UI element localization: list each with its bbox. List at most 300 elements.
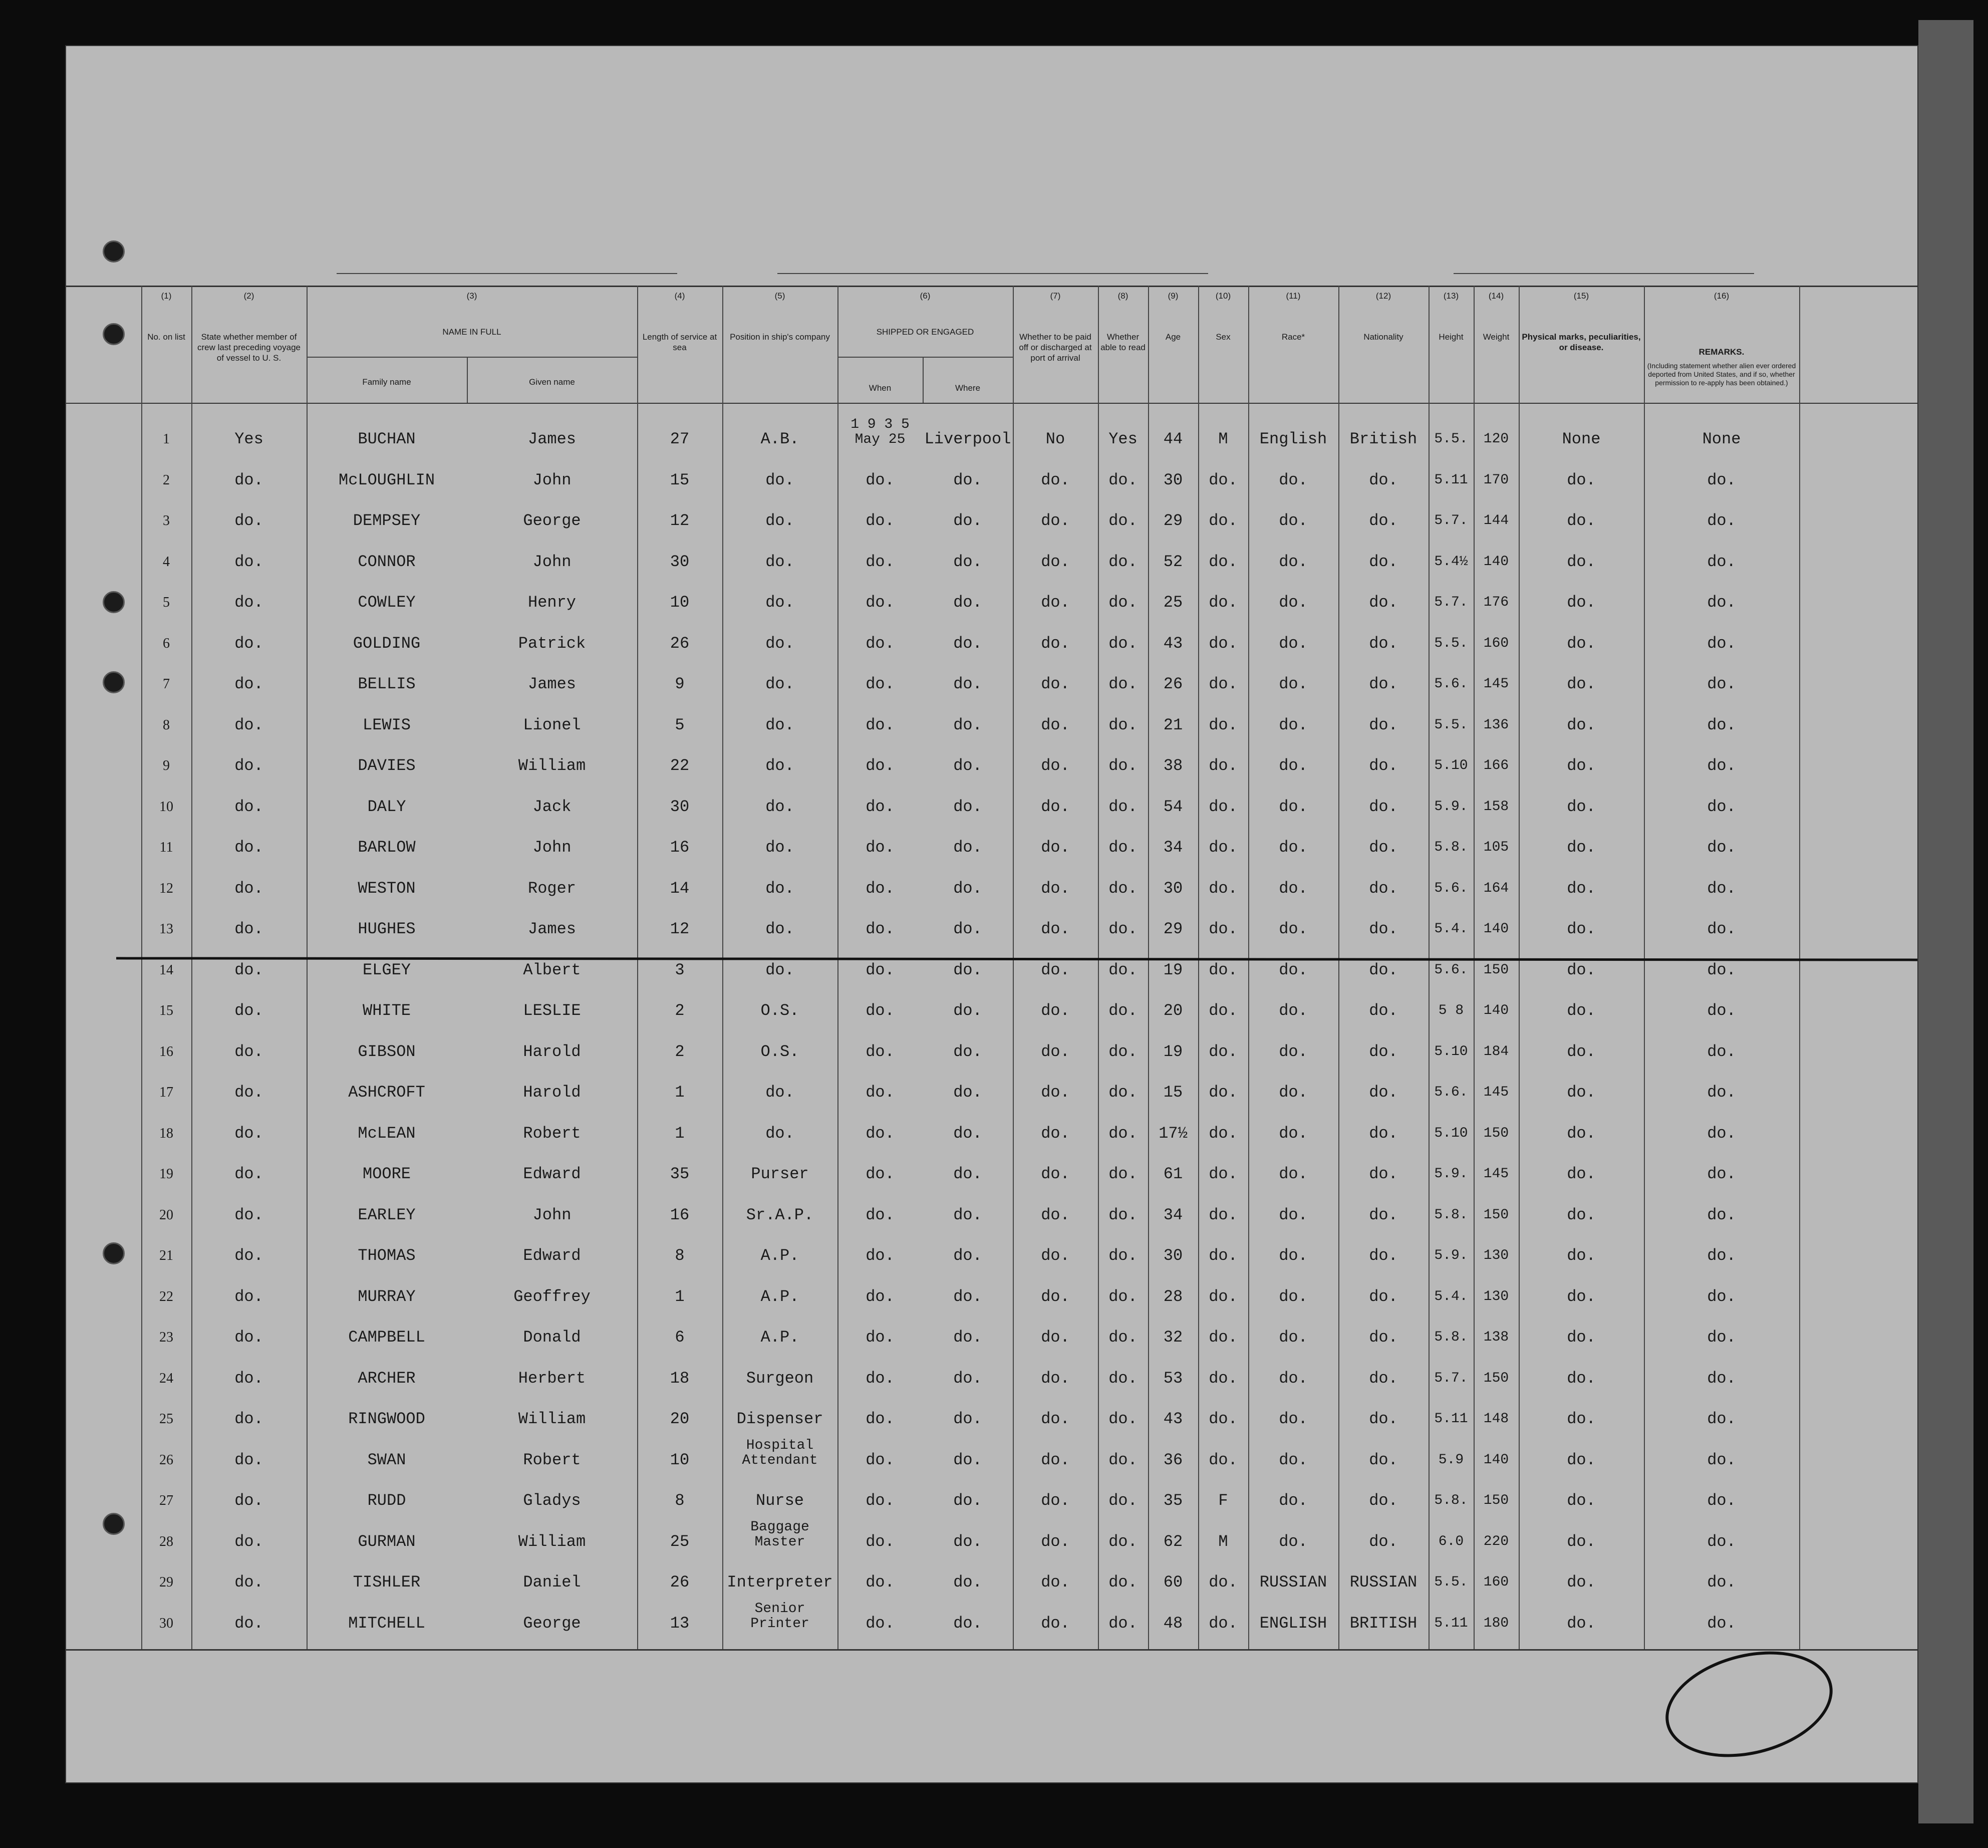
cell-n: 1 [163,431,170,447]
cell-given: William [518,756,586,775]
cell-sex: do. [1209,511,1238,530]
subheader-given: Given name [529,377,575,387]
vessel-row [251,249,1754,279]
cell-position: do. [765,920,794,938]
cell-service: 1 [675,1083,685,1102]
cell-remarks: do. [1707,1532,1736,1551]
cell-weight: 166 [1483,758,1509,773]
column-number: (4) [674,291,685,301]
cell-race: do. [1279,1165,1308,1183]
cell-race: do. [1279,1450,1308,1469]
column-header: SHIPPED OR ENGAGED [876,327,974,337]
cell-n: 29 [159,1574,173,1590]
cell-nat: do. [1369,1246,1398,1265]
cell-height: 5.9 [1438,1452,1464,1468]
cell-prev: do. [234,1614,263,1633]
cell-family: CAMPBELL [348,1328,425,1347]
cell-height: 5.10 [1434,1125,1468,1141]
cell-family: BARLOW [358,838,416,857]
cell-prev: do. [234,1124,263,1143]
cell-nat: RUSSIAN [1349,1573,1417,1592]
cell-read: do. [1108,1042,1138,1061]
cell-age: 29 [1163,511,1183,530]
cell-nat: British [1349,430,1417,448]
cell-race: English [1259,430,1327,448]
cell-service: 10 [670,593,690,612]
cell-prev: do. [234,1532,263,1551]
cell-nat: do. [1369,1328,1398,1347]
cell-prev: do. [234,1042,263,1061]
cell-position: do. [765,593,794,612]
cell-remarks: do. [1707,675,1736,693]
cell-service: 10 [670,1450,690,1469]
cell-marks: do. [1567,1491,1596,1510]
column-number: (7) [1050,291,1061,301]
cell-given: George [523,511,581,530]
cell-read: do. [1108,1491,1138,1510]
cell-family: RUDD [367,1491,406,1510]
cell-where: do. [953,715,982,734]
cell-when: do. [866,1246,895,1265]
punch-hole [103,1242,125,1264]
cell-weight: 164 [1483,880,1509,896]
cell-family: LEWIS [362,715,411,734]
cell-given: Geoffrey [513,1287,591,1306]
cell-age: 30 [1163,470,1183,489]
cell-where: do. [953,552,982,571]
cell-marks: do. [1567,1246,1596,1265]
cell-read: do. [1108,675,1138,693]
cell-age: 36 [1163,1450,1183,1469]
cell-n: 21 [159,1248,173,1263]
cell-weight: 220 [1483,1533,1509,1549]
subcolumn-divider [923,357,924,403]
cell-paid: do. [1041,1369,1070,1388]
cell-weight: 184 [1483,1043,1509,1060]
cell-weight: 145 [1483,1166,1509,1182]
column-header: Whether able to read [1100,332,1146,352]
cell-sex: do. [1209,1246,1238,1265]
cell-race: RUSSIAN [1259,1573,1327,1592]
cell-remarks: do. [1707,1328,1736,1347]
cell-height: 5.8. [1434,840,1468,855]
cell-given: James [527,675,576,693]
cell-marks: do. [1567,1573,1596,1592]
cell-given: John [532,1205,572,1224]
cell-height: 5.7. [1434,1370,1468,1386]
cell-read: do. [1108,1246,1138,1265]
cell-remarks: do. [1707,960,1736,979]
cell-read: do. [1108,756,1138,775]
cell-race: do. [1279,1042,1308,1061]
cell-weight: 150 [1483,1207,1509,1223]
cell-position: do. [765,470,794,489]
cell-remarks: do. [1707,1205,1736,1224]
cell-read: do. [1108,1614,1138,1633]
cell-service: 14 [670,879,690,898]
cell-service: 9 [675,675,685,693]
cell-height: 5.9. [1434,1248,1468,1263]
cell-given: William [518,1532,586,1551]
cell-given: Roger [527,879,576,898]
cell-marks: do. [1567,470,1596,489]
cell-weight: 150 [1483,1493,1509,1508]
cell-nat: do. [1369,1042,1398,1061]
cell-given: William [518,1410,586,1428]
cell-where: do. [953,1205,982,1224]
cell-position: A.B. [760,430,799,448]
column-header: REMARKS. [1698,347,1745,357]
cell-remarks: do. [1707,470,1736,489]
cell-weight: 176 [1483,595,1509,610]
cell-nat: do. [1369,593,1398,612]
cell-weight: 105 [1483,840,1509,855]
cell-age: 29 [1163,920,1183,938]
cell-where: do. [953,1246,982,1265]
cell-family: TISHLER [353,1573,421,1592]
cell-prev: do. [234,511,263,530]
cell-nat: do. [1369,797,1398,816]
cell-weight: 160 [1483,635,1509,651]
cell-where: do. [953,593,982,612]
cell-remarks: do. [1707,634,1736,653]
cell-when: do. [866,1369,895,1388]
cell-where: do. [953,1410,982,1428]
cell-race: do. [1279,756,1308,775]
cell-where: do. [953,1165,982,1183]
cell-position: Purser [751,1165,809,1183]
cell-position: do. [765,1083,794,1102]
cell-where: do. [953,756,982,775]
cell-remarks: do. [1707,1573,1736,1592]
cell-position: do. [765,838,794,857]
cell-service: 27 [670,430,690,448]
column-header: Whether to be paid off or discharged at port of arrival [1019,332,1092,363]
cell-sex: do. [1209,879,1238,898]
cell-race: do. [1279,1410,1308,1428]
cell-given: Gladys [523,1491,581,1510]
mercantile-marine-stamp [1654,1635,1844,1773]
cell-paid: do. [1041,879,1070,898]
cell-given: Albert [523,960,581,979]
cell-sex: do. [1209,1369,1238,1388]
cell-given: Harold [523,1083,581,1102]
cell-n: 20 [159,1207,173,1223]
cell-given: Herbert [518,1369,586,1388]
cell-race: do. [1279,1083,1308,1102]
cell-when: do. [866,470,895,489]
cell-remarks: do. [1707,593,1736,612]
cell-service: 22 [670,756,690,775]
cell-family: CONNOR [358,552,416,571]
cell-marks: do. [1567,1410,1596,1428]
cell-where: do. [953,1573,982,1592]
page-edge-shadow [1918,20,1973,1823]
cell-read: do. [1108,920,1138,938]
cell-read: do. [1108,1328,1138,1347]
cell-position: O.S. [760,1001,799,1020]
cell-when: do. [866,1573,895,1592]
punch-hole [103,323,125,345]
cell-sex: do. [1209,1205,1238,1224]
column-number: (1) [161,291,172,301]
cell-service: 26 [670,1573,690,1592]
cell-weight: 158 [1483,799,1509,815]
cell-n: 12 [159,880,173,896]
cell-sex: do. [1209,838,1238,857]
cell-family: MURRAY [358,1287,416,1306]
cell-paid: do. [1041,552,1070,571]
cell-age: 17½ [1159,1124,1188,1143]
cell-height: 5.10 [1434,758,1468,773]
cell-age: 38 [1163,756,1183,775]
cell-paid: do. [1041,1165,1070,1183]
cell-height: 5.8. [1434,1330,1468,1345]
column-header: Physical marks, peculiarities, or disease. [1522,332,1641,352]
cell-height: 5.4. [1434,1288,1468,1304]
cell-service: 1 [675,1124,685,1143]
cell-read: do. [1108,634,1138,653]
cell-service: 6 [675,1328,685,1347]
cell-height: 5.10 [1434,1043,1468,1060]
cell-sex: do. [1209,715,1238,734]
cell-family: THOMAS [358,1246,416,1265]
cell-nat: do. [1369,879,1398,898]
cell-given: Lionel [523,715,581,734]
cell-when: do. [866,593,895,612]
cell-age: 44 [1163,430,1183,448]
cell-nat: do. [1369,1450,1398,1469]
cell-read: do. [1108,1573,1138,1592]
cell-nat: do. [1369,1410,1398,1428]
cell-height: 5.5. [1434,635,1468,651]
cell-weight: 150 [1483,1125,1509,1141]
cell-prev: do. [234,593,263,612]
cell-when: do. [866,1205,895,1224]
cell-prev: do. [234,470,263,489]
column-number: (11) [1286,291,1301,301]
cell-family: MITCHELL [348,1614,425,1633]
cell-read: do. [1108,838,1138,857]
cell-where: do. [953,960,982,979]
cell-sex: do. [1209,1083,1238,1102]
cell-family: RINGWOOD [348,1410,425,1428]
cell-nat: do. [1369,1205,1398,1224]
cell-position: A.P. [760,1287,799,1306]
cell-when: do. [866,1491,895,1510]
cell-height: 5.6. [1434,1085,1468,1100]
column-header: Sex [1216,332,1231,342]
subheader-when: When [869,383,892,393]
cell-height: 5.9. [1434,1166,1468,1182]
stamp-bottom-text [1675,1707,1834,1746]
cell-n: 24 [159,1370,173,1386]
cell-paid: do. [1041,1573,1070,1592]
cell-weight: 148 [1483,1411,1509,1427]
cell-nat: do. [1369,1532,1398,1551]
cell-service: 35 [670,1165,690,1183]
cell-remarks: do. [1707,756,1736,775]
cell-height: 5.6. [1434,962,1468,978]
cell-where: do. [953,1491,982,1510]
cell-marks: do. [1567,920,1596,938]
cell-height: 5.4½ [1434,554,1468,570]
cell-when: do. [866,511,895,530]
cell-family: COWLEY [358,593,416,612]
cell-weight: 130 [1483,1288,1509,1304]
cell-service: 15 [670,470,690,489]
cell-sex: M [1218,430,1228,448]
cell-read: do. [1108,1124,1138,1143]
cell-paid: do. [1041,1205,1070,1224]
cell-remarks: do. [1707,715,1736,734]
cell-race: do. [1279,552,1308,571]
cell-service: 12 [670,511,690,530]
cell-given: Daniel [523,1573,581,1592]
punch-hole [103,591,125,613]
cell-position: Dispenser [736,1410,823,1428]
cell-read: do. [1108,552,1138,571]
cell-prev: do. [234,675,263,693]
punch-hole [103,1513,125,1535]
cell-when: do. [866,960,895,979]
cell-n: 26 [159,1452,173,1468]
cell-n: 17 [159,1085,173,1100]
cell-weight: 150 [1483,1370,1509,1386]
cell-prev: do. [234,797,263,816]
cell-prev: do. [234,634,263,653]
cell-given: James [527,430,576,448]
cell-weight: 138 [1483,1330,1509,1345]
cell-prev: do. [234,1450,263,1469]
cell-when: 1 9 3 5 May 25 [850,417,910,447]
cell-paid: do. [1041,960,1070,979]
cell-where: do. [953,920,982,938]
cell-weight: 130 [1483,1248,1509,1263]
cell-position: do. [765,879,794,898]
cell-age: 54 [1163,797,1183,816]
cell-sex: do. [1209,1614,1238,1633]
cell-family: WESTON [358,879,416,898]
cell-paid: do. [1041,1410,1070,1428]
cell-read: do. [1108,593,1138,612]
cell-prev: do. [234,1328,263,1347]
cell-family: GIBSON [358,1042,416,1061]
cell-n: 18 [159,1125,173,1141]
cell-remarks: None [1702,430,1741,448]
cell-prev: do. [234,1287,263,1306]
cell-family: ASHCROFT [348,1083,425,1102]
cell-n: 5 [163,595,170,610]
cell-marks: do. [1567,715,1596,734]
cell-where: do. [953,1614,982,1633]
cell-age: 30 [1163,879,1183,898]
cell-when: do. [866,756,895,775]
cell-read: do. [1108,1532,1138,1551]
remarks-note: (Including statement whether alien ever ordered deported from United States, and if so, whether permission to re-apply has been obtained.) [1647,362,1796,387]
cell-remarks: do. [1707,1614,1736,1633]
cell-read: do. [1108,1083,1138,1102]
column-number: (6) [920,291,931,301]
cell-marks: do. [1567,1083,1596,1102]
cell-marks: do. [1567,797,1596,816]
cell-sex: do. [1209,1410,1238,1428]
cell-given: Edward [523,1246,581,1265]
cell-race: ENGLISH [1259,1614,1327,1633]
cell-sex: do. [1209,1165,1238,1183]
column-number: (8) [1117,291,1128,301]
cell-height: 5.11 [1434,1615,1468,1631]
cell-read: do. [1108,1369,1138,1388]
cell-nat: do. [1369,1124,1398,1143]
cell-age: 34 [1163,838,1183,857]
cell-family: GURMAN [358,1532,416,1551]
punch-hole [103,671,125,693]
cell-remarks: do. [1707,838,1736,857]
cell-when: do. [866,1165,895,1183]
column-number: (10) [1215,291,1231,301]
cell-position: O.S. [760,1042,799,1061]
cell-where: do. [953,1532,982,1551]
cell-where: do. [953,1287,982,1306]
cell-sex: do. [1209,593,1238,612]
cell-race: do. [1279,1491,1308,1510]
cell-given: Donald [523,1328,581,1347]
cell-where: do. [953,470,982,489]
cell-marks: do. [1567,1369,1596,1388]
cell-service: 18 [670,1369,690,1388]
cell-height: 5.4. [1434,921,1468,937]
cell-family: GOLDING [353,634,421,653]
cell-paid: do. [1041,756,1070,775]
cell-age: 25 [1163,593,1183,612]
cell-remarks: do. [1707,1246,1736,1265]
cell-when: do. [866,1328,895,1347]
cell-age: 35 [1163,1491,1183,1510]
cell-paid: do. [1041,715,1070,734]
cell-read: do. [1108,470,1138,489]
cell-paid: do. [1041,593,1070,612]
cell-service: 30 [670,552,690,571]
cell-race: do. [1279,1328,1308,1347]
cell-when: do. [866,838,895,857]
cell-age: 43 [1163,1410,1183,1428]
cell-age: 60 [1163,1573,1183,1592]
cell-family: BELLIS [358,675,416,693]
cell-given: LESLIE [523,1001,581,1020]
cell-position: do. [765,552,794,571]
column-number: (9) [1168,291,1179,301]
cell-family: DEMPSEY [353,511,421,530]
cell-sex: do. [1209,1287,1238,1306]
cell-marks: do. [1567,1205,1596,1224]
column-header: Nationality [1363,332,1403,342]
cell-age: 21 [1163,715,1183,734]
cell-where: do. [953,1083,982,1102]
cell-age: 48 [1163,1614,1183,1633]
cell-paid: do. [1041,1532,1070,1551]
column-header: No. on list [147,332,185,342]
cell-prev: do. [234,1001,263,1020]
cell-service: 5 [675,715,685,734]
cell-service: 30 [670,797,690,816]
cell-height: 5 8 [1438,1003,1464,1018]
cell-read: do. [1108,797,1138,816]
cell-read: do. [1108,1001,1138,1020]
cell-prev: do. [234,1369,263,1388]
cell-marks: do. [1567,1001,1596,1020]
cell-where: do. [953,879,982,898]
